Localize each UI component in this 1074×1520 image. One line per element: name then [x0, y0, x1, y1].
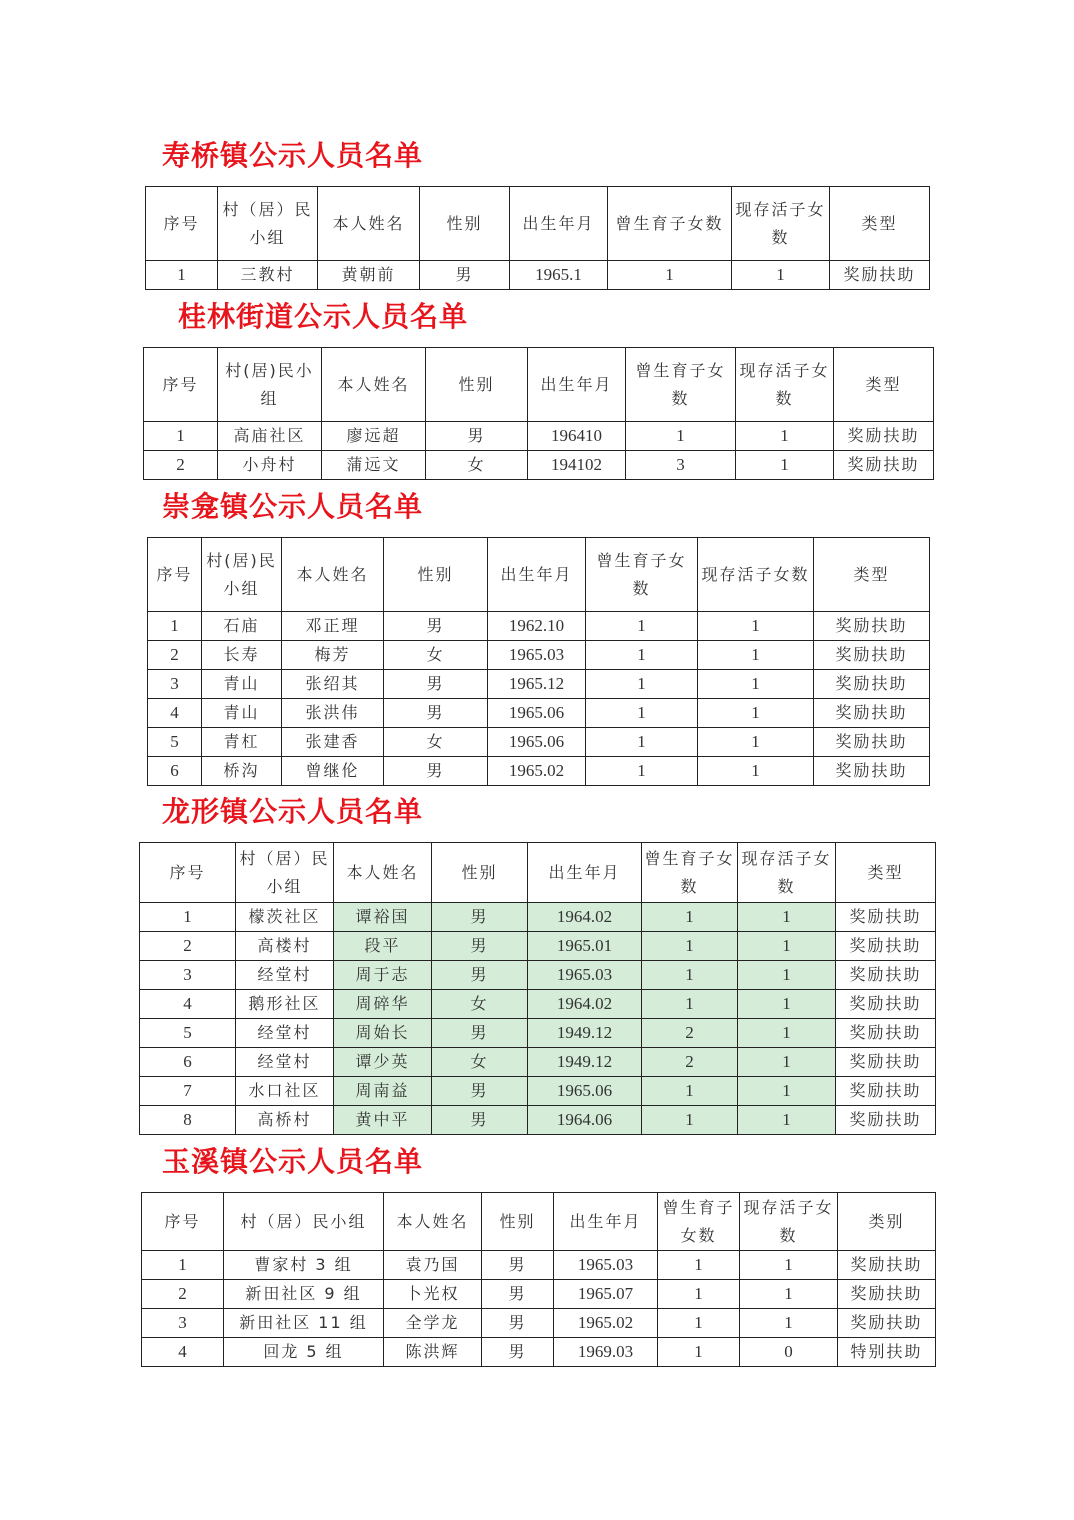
table-row — [140, 990, 936, 1019]
cell-type: 奖励扶助 — [814, 728, 930, 757]
header-cell: 出生年月 — [488, 538, 586, 612]
section-title-yuxi: 玉溪镇公示人员名单 — [162, 1145, 424, 1178]
cell-name: 谭少英 — [334, 1048, 432, 1077]
cell-name: 卜光权 — [384, 1280, 482, 1309]
cell-born-children: 1 — [658, 1338, 740, 1367]
header-cell: 曾生育子女数 — [586, 538, 698, 612]
cell-name: 袁乃国 — [384, 1251, 482, 1280]
table-shouqiao — [145, 186, 930, 290]
cell-type: 奖励扶助 — [836, 932, 936, 961]
header-cell: 村（居）民小组 — [218, 187, 318, 261]
cell-living-children: 1 — [738, 903, 836, 932]
cell-birth: 1965.06 — [528, 1077, 642, 1106]
header-cell: 本人姓名 — [318, 187, 420, 261]
cell-name: 曾继伦 — [282, 757, 384, 786]
cell-type: 奖励扶助 — [836, 1106, 936, 1135]
cell-name: 周始长 — [334, 1019, 432, 1048]
cell-born-children: 1 — [586, 670, 698, 699]
cell-birth: 1965.01 — [528, 932, 642, 961]
cell-index: 7 — [140, 1077, 236, 1106]
cell-born-children: 1 — [626, 422, 736, 451]
cell-born-children: 1 — [586, 757, 698, 786]
header-cell: 现存活子女数 — [732, 187, 830, 261]
cell-village: 经堂村 — [236, 1048, 334, 1077]
cell-birth: 1964.06 — [528, 1106, 642, 1135]
cell-type: 奖励扶助 — [814, 670, 930, 699]
table-header-row — [148, 538, 930, 612]
cell-name: 张建香 — [282, 728, 384, 757]
cell-index: 2 — [148, 641, 202, 670]
cell-index: 1 — [144, 422, 218, 451]
table-chongkan — [147, 537, 930, 786]
cell-born-children: 2 — [642, 1048, 738, 1077]
cell-birth: 1965.03 — [528, 961, 642, 990]
cell-index: 6 — [148, 757, 202, 786]
table-yuxi — [141, 1192, 936, 1367]
cell-born-children: 1 — [642, 961, 738, 990]
cell-index: 2 — [144, 451, 218, 480]
table-row — [140, 1077, 936, 1106]
cell-birth: 1965.07 — [554, 1280, 658, 1309]
cell-gender: 女 — [432, 990, 528, 1019]
cell-living-children: 1 — [740, 1280, 838, 1309]
cell-born-children: 1 — [586, 641, 698, 670]
table-header-row — [146, 187, 930, 261]
cell-index: 1 — [142, 1251, 224, 1280]
cell-living-children: 1 — [740, 1251, 838, 1280]
cell-living-children: 0 — [740, 1338, 838, 1367]
cell-gender: 女 — [432, 1048, 528, 1077]
cell-village: 长寿 — [202, 641, 282, 670]
cell-born-children: 1 — [642, 1106, 738, 1135]
cell-index: 6 — [140, 1048, 236, 1077]
table-row — [148, 757, 930, 786]
cell-village: 鹅形社区 — [236, 990, 334, 1019]
header-cell: 序号 — [146, 187, 218, 261]
cell-village: 水口社区 — [236, 1077, 334, 1106]
cell-living-children: 1 — [738, 1048, 836, 1077]
header-cell: 本人姓名 — [282, 538, 384, 612]
table-row — [140, 1048, 936, 1077]
cell-gender: 男 — [482, 1309, 554, 1338]
header-cell: 类型 — [834, 348, 934, 422]
cell-name: 全学龙 — [384, 1309, 482, 1338]
header-cell: 出生年月 — [528, 843, 642, 903]
cell-village: 石庙 — [202, 612, 282, 641]
header-cell: 序号 — [148, 538, 202, 612]
cell-type: 奖励扶助 — [836, 990, 936, 1019]
cell-name: 陈洪辉 — [384, 1338, 482, 1367]
cell-village: 檬茨社区 — [236, 903, 334, 932]
cell-village: 高庙社区 — [218, 422, 322, 451]
cell-born-children: 1 — [658, 1309, 740, 1338]
cell-name: 周南益 — [334, 1077, 432, 1106]
cell-index: 4 — [142, 1338, 224, 1367]
cell-village: 经堂村 — [236, 1019, 334, 1048]
cell-index: 5 — [140, 1019, 236, 1048]
cell-gender: 男 — [482, 1280, 554, 1309]
cell-living-children: 1 — [738, 961, 836, 990]
cell-birth: 1969.03 — [554, 1338, 658, 1367]
cell-living-children: 1 — [698, 612, 814, 641]
header-cell: 性别 — [384, 538, 488, 612]
cell-birth: 1962.10 — [488, 612, 586, 641]
cell-living-children: 1 — [698, 699, 814, 728]
cell-type: 奖励扶助 — [834, 451, 934, 480]
table-row — [140, 932, 936, 961]
header-cell: 出生年月 — [510, 187, 608, 261]
table-row — [148, 728, 930, 757]
header-cell: 类型 — [836, 843, 936, 903]
cell-village: 桥沟 — [202, 757, 282, 786]
cell-gender: 男 — [432, 961, 528, 990]
cell-type: 奖励扶助 — [838, 1251, 936, 1280]
table-header-row — [142, 1193, 936, 1251]
cell-name: 蒲远文 — [322, 451, 426, 480]
cell-birth: 1965.02 — [488, 757, 586, 786]
cell-name: 梅芳 — [282, 641, 384, 670]
cell-type: 奖励扶助 — [834, 422, 934, 451]
header-cell: 曾生育子女数 — [642, 843, 738, 903]
header-cell: 村（居）民小组 — [224, 1193, 384, 1251]
cell-living-children: 1 — [738, 990, 836, 1019]
section-title-chongkan: 崇龛镇公示人员名单 — [162, 490, 424, 523]
cell-gender: 男 — [482, 1338, 554, 1367]
cell-type: 奖励扶助 — [838, 1280, 936, 1309]
section-title-shouqiao: 寿桥镇公示人员名单 — [162, 139, 424, 172]
cell-index: 5 — [148, 728, 202, 757]
cell-birth: 1964.02 — [528, 990, 642, 1019]
table-row — [146, 261, 930, 290]
cell-type: 奖励扶助 — [836, 1048, 936, 1077]
table-row — [148, 612, 930, 641]
cell-birth: 1965.02 — [554, 1309, 658, 1338]
cell-village: 曹家村 3 组 — [224, 1251, 384, 1280]
cell-type: 奖励扶助 — [836, 961, 936, 990]
cell-gender: 男 — [432, 1019, 528, 1048]
header-cell: 性别 — [420, 187, 510, 261]
cell-gender: 男 — [432, 903, 528, 932]
header-cell: 现存活子女数 — [698, 538, 814, 612]
cell-living-children: 1 — [740, 1309, 838, 1338]
cell-birth: 1965.1 — [510, 261, 608, 290]
cell-birth: 1964.02 — [528, 903, 642, 932]
cell-type: 奖励扶助 — [814, 612, 930, 641]
cell-living-children: 1 — [732, 261, 830, 290]
table-header-row — [140, 843, 936, 903]
cell-born-children: 1 — [658, 1280, 740, 1309]
cell-village: 青杠 — [202, 728, 282, 757]
cell-name: 黄朝前 — [318, 261, 420, 290]
table-row — [142, 1251, 936, 1280]
cell-village: 新田社区 11 组 — [224, 1309, 384, 1338]
cell-village: 青山 — [202, 699, 282, 728]
header-cell: 曾生育子女数 — [608, 187, 732, 261]
cell-index: 1 — [140, 903, 236, 932]
header-cell: 类型 — [830, 187, 930, 261]
cell-village: 回龙 5 组 — [224, 1338, 384, 1367]
cell-name: 廖远超 — [322, 422, 426, 451]
table-row — [140, 903, 936, 932]
section-title-longxing: 龙形镇公示人员名单 — [162, 795, 424, 828]
header-cell: 本人姓名 — [334, 843, 432, 903]
cell-gender: 男 — [426, 422, 528, 451]
cell-gender: 男 — [420, 261, 510, 290]
cell-birth: 1965.06 — [488, 699, 586, 728]
cell-index: 1 — [146, 261, 218, 290]
header-cell: 性别 — [432, 843, 528, 903]
cell-index: 1 — [148, 612, 202, 641]
header-cell: 序号 — [140, 843, 236, 903]
cell-living-children: 1 — [698, 641, 814, 670]
cell-gender: 女 — [384, 641, 488, 670]
cell-birth: 1949.12 — [528, 1048, 642, 1077]
table-row — [140, 1106, 936, 1135]
table-row — [148, 699, 930, 728]
cell-type: 奖励扶助 — [830, 261, 930, 290]
header-cell: 村（居）民小组 — [236, 843, 334, 903]
table-guilin — [143, 347, 934, 480]
header-cell: 现存活子女数 — [738, 843, 836, 903]
header-cell: 出生年月 — [554, 1193, 658, 1251]
cell-name: 张洪伟 — [282, 699, 384, 728]
cell-index: 4 — [148, 699, 202, 728]
cell-village: 青山 — [202, 670, 282, 699]
cell-gender: 男 — [432, 1077, 528, 1106]
cell-name: 黄中平 — [334, 1106, 432, 1135]
header-cell: 性别 — [482, 1193, 554, 1251]
cell-birth: 1965.12 — [488, 670, 586, 699]
table-row — [142, 1338, 936, 1367]
cell-born-children: 1 — [586, 728, 698, 757]
cell-born-children: 1 — [658, 1251, 740, 1280]
cell-birth: 1965.03 — [554, 1251, 658, 1280]
table-row — [148, 641, 930, 670]
table-longxing — [139, 842, 936, 1135]
table-row — [144, 422, 934, 451]
cell-village: 三教村 — [218, 261, 318, 290]
cell-living-children: 1 — [698, 670, 814, 699]
cell-birth: 1965.03 — [488, 641, 586, 670]
cell-name: 张绍其 — [282, 670, 384, 699]
cell-village: 经堂村 — [236, 961, 334, 990]
header-cell: 本人姓名 — [322, 348, 426, 422]
cell-index: 3 — [142, 1309, 224, 1338]
cell-village: 小舟村 — [218, 451, 322, 480]
cell-gender: 男 — [384, 612, 488, 641]
table-row — [142, 1309, 936, 1338]
cell-name: 邓正理 — [282, 612, 384, 641]
cell-born-children: 1 — [642, 1077, 738, 1106]
header-cell: 曾生育子女数 — [626, 348, 736, 422]
cell-type: 奖励扶助 — [838, 1309, 936, 1338]
cell-type: 奖励扶助 — [814, 757, 930, 786]
cell-born-children: 3 — [626, 451, 736, 480]
header-cell: 现存活子女数 — [740, 1193, 838, 1251]
cell-village: 高桥村 — [236, 1106, 334, 1135]
cell-index: 3 — [148, 670, 202, 699]
cell-birth: 1949.12 — [528, 1019, 642, 1048]
cell-gender: 男 — [482, 1251, 554, 1280]
cell-type: 奖励扶助 — [836, 1019, 936, 1048]
cell-born-children: 1 — [608, 261, 732, 290]
header-cell: 类型 — [814, 538, 930, 612]
cell-gender: 男 — [432, 1106, 528, 1135]
cell-name: 谭裕国 — [334, 903, 432, 932]
cell-village: 高楼村 — [236, 932, 334, 961]
table-row — [142, 1280, 936, 1309]
cell-born-children: 1 — [586, 699, 698, 728]
cell-index: 8 — [140, 1106, 236, 1135]
cell-born-children: 1 — [642, 932, 738, 961]
cell-living-children: 1 — [738, 1077, 836, 1106]
cell-living-children: 1 — [738, 932, 836, 961]
cell-birth: 1965.06 — [488, 728, 586, 757]
cell-living-children: 1 — [736, 451, 834, 480]
cell-type: 奖励扶助 — [836, 903, 936, 932]
table-row — [140, 1019, 936, 1048]
table-row — [140, 961, 936, 990]
header-cell: 类别 — [838, 1193, 936, 1251]
header-cell: 出生年月 — [528, 348, 626, 422]
cell-index: 2 — [140, 932, 236, 961]
table-header-row — [144, 348, 934, 422]
cell-born-children: 1 — [586, 612, 698, 641]
header-cell: 村(居)民小组 — [202, 538, 282, 612]
cell-type: 奖励扶助 — [814, 699, 930, 728]
table-row — [148, 670, 930, 699]
cell-living-children: 1 — [738, 1106, 836, 1135]
cell-living-children: 1 — [698, 757, 814, 786]
header-cell: 序号 — [144, 348, 218, 422]
cell-name: 周碎华 — [334, 990, 432, 1019]
cell-born-children: 1 — [642, 903, 738, 932]
header-cell: 曾生育子女数 — [658, 1193, 740, 1251]
cell-village: 新田社区 9 组 — [224, 1280, 384, 1309]
cell-born-children: 1 — [642, 990, 738, 1019]
cell-born-children: 2 — [642, 1019, 738, 1048]
cell-living-children: 1 — [738, 1019, 836, 1048]
header-cell: 性别 — [426, 348, 528, 422]
cell-living-children: 1 — [698, 728, 814, 757]
header-cell: 本人姓名 — [384, 1193, 482, 1251]
cell-living-children: 1 — [736, 422, 834, 451]
cell-gender: 男 — [384, 670, 488, 699]
cell-gender: 男 — [432, 932, 528, 961]
cell-gender: 男 — [384, 699, 488, 728]
cell-gender: 男 — [384, 757, 488, 786]
cell-birth: 194102 — [528, 451, 626, 480]
cell-gender: 女 — [384, 728, 488, 757]
header-cell: 村(居)民小组 — [218, 348, 322, 422]
cell-type: 奖励扶助 — [836, 1077, 936, 1106]
cell-type: 特别扶助 — [838, 1338, 936, 1367]
cell-birth: 196410 — [528, 422, 626, 451]
cell-index: 3 — [140, 961, 236, 990]
table-row — [144, 451, 934, 480]
cell-name: 段平 — [334, 932, 432, 961]
cell-gender: 女 — [426, 451, 528, 480]
header-cell: 现存活子女数 — [736, 348, 834, 422]
cell-index: 4 — [140, 990, 236, 1019]
section-title-guilin: 桂林街道公示人员名单 — [178, 300, 469, 333]
cell-name: 周于志 — [334, 961, 432, 990]
cell-index: 2 — [142, 1280, 224, 1309]
header-cell: 序号 — [142, 1193, 224, 1251]
cell-type: 奖励扶助 — [814, 641, 930, 670]
